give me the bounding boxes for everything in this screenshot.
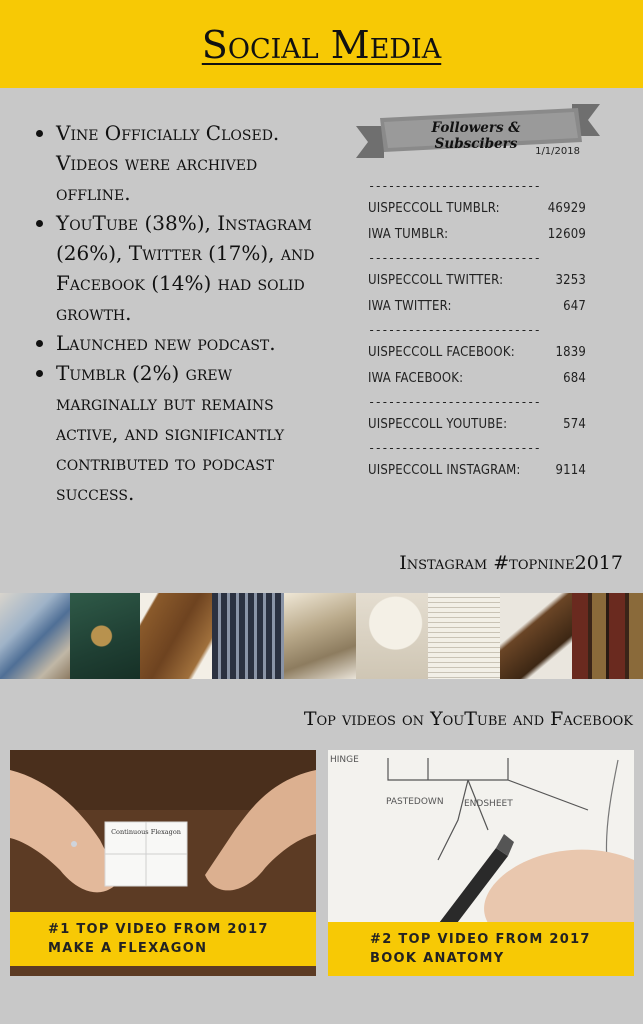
video-card-book-anatomy[interactable] xyxy=(328,750,634,976)
stat-row xyxy=(368,366,586,392)
photo-thumbnail[interactable] xyxy=(0,593,70,679)
stat-value: 1839 xyxy=(555,345,586,360)
video-rank: #2 TOP VIDEO FROM 2017 xyxy=(370,932,591,947)
photo-thumbnail[interactable] xyxy=(212,593,284,679)
video-caption xyxy=(328,922,634,976)
video-rank: #1 TOP VIDEO FROM 2017 xyxy=(48,922,269,937)
photo-thumbnail[interactable] xyxy=(140,593,212,679)
stat-label: IWA FACEBOOK: xyxy=(368,371,464,386)
stat-value: 574 xyxy=(563,417,586,432)
stat-row xyxy=(368,340,586,366)
stats-date: 1/1/2018 xyxy=(535,146,580,157)
highlights-list xyxy=(30,118,335,508)
stat-row xyxy=(368,222,586,248)
stat-value: 684 xyxy=(563,371,586,386)
stat-label: UISPECCOLL TWITTER: xyxy=(368,273,504,288)
followers-table xyxy=(368,176,586,484)
sketch-label: ENDSHEET xyxy=(464,799,513,809)
stat-value: 9114 xyxy=(555,463,586,478)
photo-thumbnail[interactable] xyxy=(572,593,643,679)
instagram-label: Instagram #topnine2017 xyxy=(399,552,623,574)
stat-label: IWA TWITTER: xyxy=(368,299,452,314)
sketch-label: PASTEDOWN xyxy=(386,797,444,807)
stat-row xyxy=(368,294,586,320)
divider: -------------------------- xyxy=(368,251,541,265)
instagram-photo-strip xyxy=(0,593,643,679)
page-title: Social Media xyxy=(201,23,442,67)
divider: -------------------------- xyxy=(368,441,541,455)
stat-value: 647 xyxy=(563,299,586,314)
flexagon-card-text: Continuous Flexagon xyxy=(111,828,181,836)
stat-label: UISPECCOLL TUMBLR: xyxy=(368,201,500,216)
highlight-item: Launched new podcast. xyxy=(30,328,335,358)
stat-value: 46929 xyxy=(547,201,586,216)
highlight-item: Vine Officially Closed. Videos were archived offline. xyxy=(30,118,335,208)
videos-section-label: Top videos on YouTube and Facebook xyxy=(303,708,633,730)
ribbon-title: Followers & Subscibers xyxy=(431,120,521,152)
video-caption xyxy=(10,912,316,966)
stat-row xyxy=(368,196,586,222)
divider: -------------------------- xyxy=(368,395,541,409)
photo-thumbnail[interactable] xyxy=(500,593,572,679)
video-title: BOOK ANATOMY xyxy=(370,951,505,966)
divider: -------------------------- xyxy=(368,179,541,193)
highlight-item: YouTube (38%), Instagram (26%), Twitter (17%), and Facebook (14%) had solid growth. xyxy=(30,208,335,328)
divider: -------------------------- xyxy=(368,323,541,337)
photo-thumbnail[interactable] xyxy=(70,593,140,679)
photo-thumbnail[interactable] xyxy=(284,593,356,679)
stat-label: IWA TUMBLR: xyxy=(368,227,449,242)
photo-thumbnail[interactable] xyxy=(428,593,500,679)
header-banner xyxy=(0,0,643,88)
video-title: MAKE A FLEXAGON xyxy=(48,941,208,956)
stat-label: UISPECCOLL FACEBOOK: xyxy=(368,345,515,360)
stat-value: 3253 xyxy=(555,273,586,288)
stat-row xyxy=(368,412,586,438)
sketch-label: HINGE xyxy=(330,755,359,765)
photo-thumbnail[interactable] xyxy=(356,593,428,679)
stat-label: UISPECCOLL INSTAGRAM: xyxy=(368,463,521,478)
highlight-item: Tumblr (2%) grew marginally but remains active, and significantly contributed to podcast success. xyxy=(30,358,335,508)
video-card-flexagon[interactable] xyxy=(10,750,316,976)
stat-value: 12609 xyxy=(547,227,586,242)
stat-row xyxy=(368,268,586,294)
stat-row xyxy=(368,458,586,484)
stat-label: UISPECCOLL YOUTUBE: xyxy=(368,417,508,432)
